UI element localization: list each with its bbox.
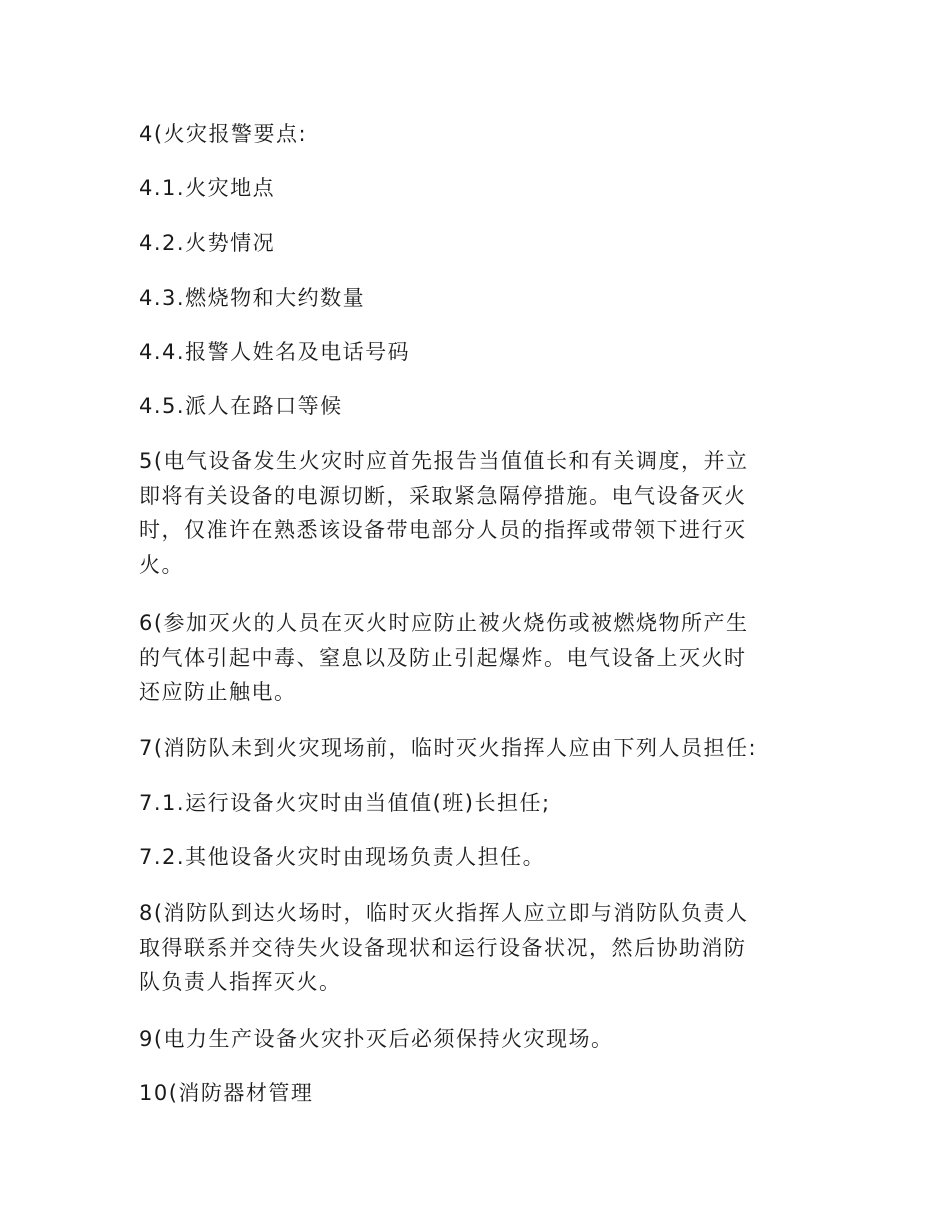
text-line: 10(消防器材管理 — [139, 1081, 314, 1105]
text-line: 4(火灾报警要点: — [139, 122, 308, 146]
paragraph-item-9 — [139, 1022, 819, 1057]
text-line: 的气体引起中毒、窒息以及防止引起爆炸。电气设备上灭火时 — [139, 645, 747, 670]
paragraph-item-5 — [139, 444, 819, 582]
paragraph-item-7-2 — [139, 840, 819, 875]
paragraph-item-4-4 — [139, 335, 819, 370]
paragraph-item-4-3 — [139, 281, 819, 316]
text-line: 队负责人指挥灭火。 — [139, 970, 342, 994]
paragraph-item-6 — [139, 606, 819, 710]
paragraph-item-8 — [139, 896, 819, 1000]
paragraph-item-4-5 — [139, 389, 819, 424]
text-line: 6(参加灭火的人员在灭火时应防止被火烧伤或被燃烧物所产生 — [139, 611, 749, 635]
paragraph-item-7-1 — [139, 786, 819, 821]
paragraph-item-4-2 — [139, 226, 819, 261]
text-line: 火。 — [139, 552, 184, 577]
paragraph-item-10 — [139, 1076, 819, 1111]
text-line: 7.1.运行设备火灾时由当值值(班)长担任; — [139, 791, 551, 815]
text-line: 4.4.报警人姓名及电话号码 — [139, 340, 411, 364]
text-line: 4.5.派人在路口等候 — [139, 394, 343, 418]
text-line: 8(消防队到达火场时，临时灭火指挥人应立即与消防队负责人 — [139, 901, 749, 925]
text-line: 4.2.火势情况 — [139, 231, 276, 255]
text-line: 即将有关设备的电源切断，采取紧急隔停措施。电气设备灭火 — [139, 483, 747, 508]
text-line: 4.1.火灾地点 — [139, 176, 276, 200]
text-line: 7.2.其他设备火灾时由现场负责人担任。 — [139, 845, 546, 869]
paragraph-item-4-1 — [139, 171, 819, 206]
text-line: 4.3.燃烧物和大约数量 — [139, 286, 366, 310]
text-line: 取得联系并交待失火设备现状和运行设备状况，然后协助消防 — [139, 935, 747, 960]
paragraph-item-4 — [139, 117, 819, 152]
text-line: 时，仅准许在熟悉该设备带电部分人员的指挥或带领下进行灭 — [139, 518, 747, 542]
text-line: 还应防止触电。 — [139, 680, 297, 704]
text-line: 7(消防队未到火灾现场前，临时灭火指挥人应由下列人员担任: — [139, 736, 758, 760]
text-line: 5(电气设备发生火灾时应首先报告当值值长和有关调度，并立 — [139, 449, 749, 473]
paragraph-item-7 — [139, 731, 819, 766]
text-line: 9(电力生产设备火灾扑灭后必须保持火灾现场。 — [139, 1027, 614, 1051]
